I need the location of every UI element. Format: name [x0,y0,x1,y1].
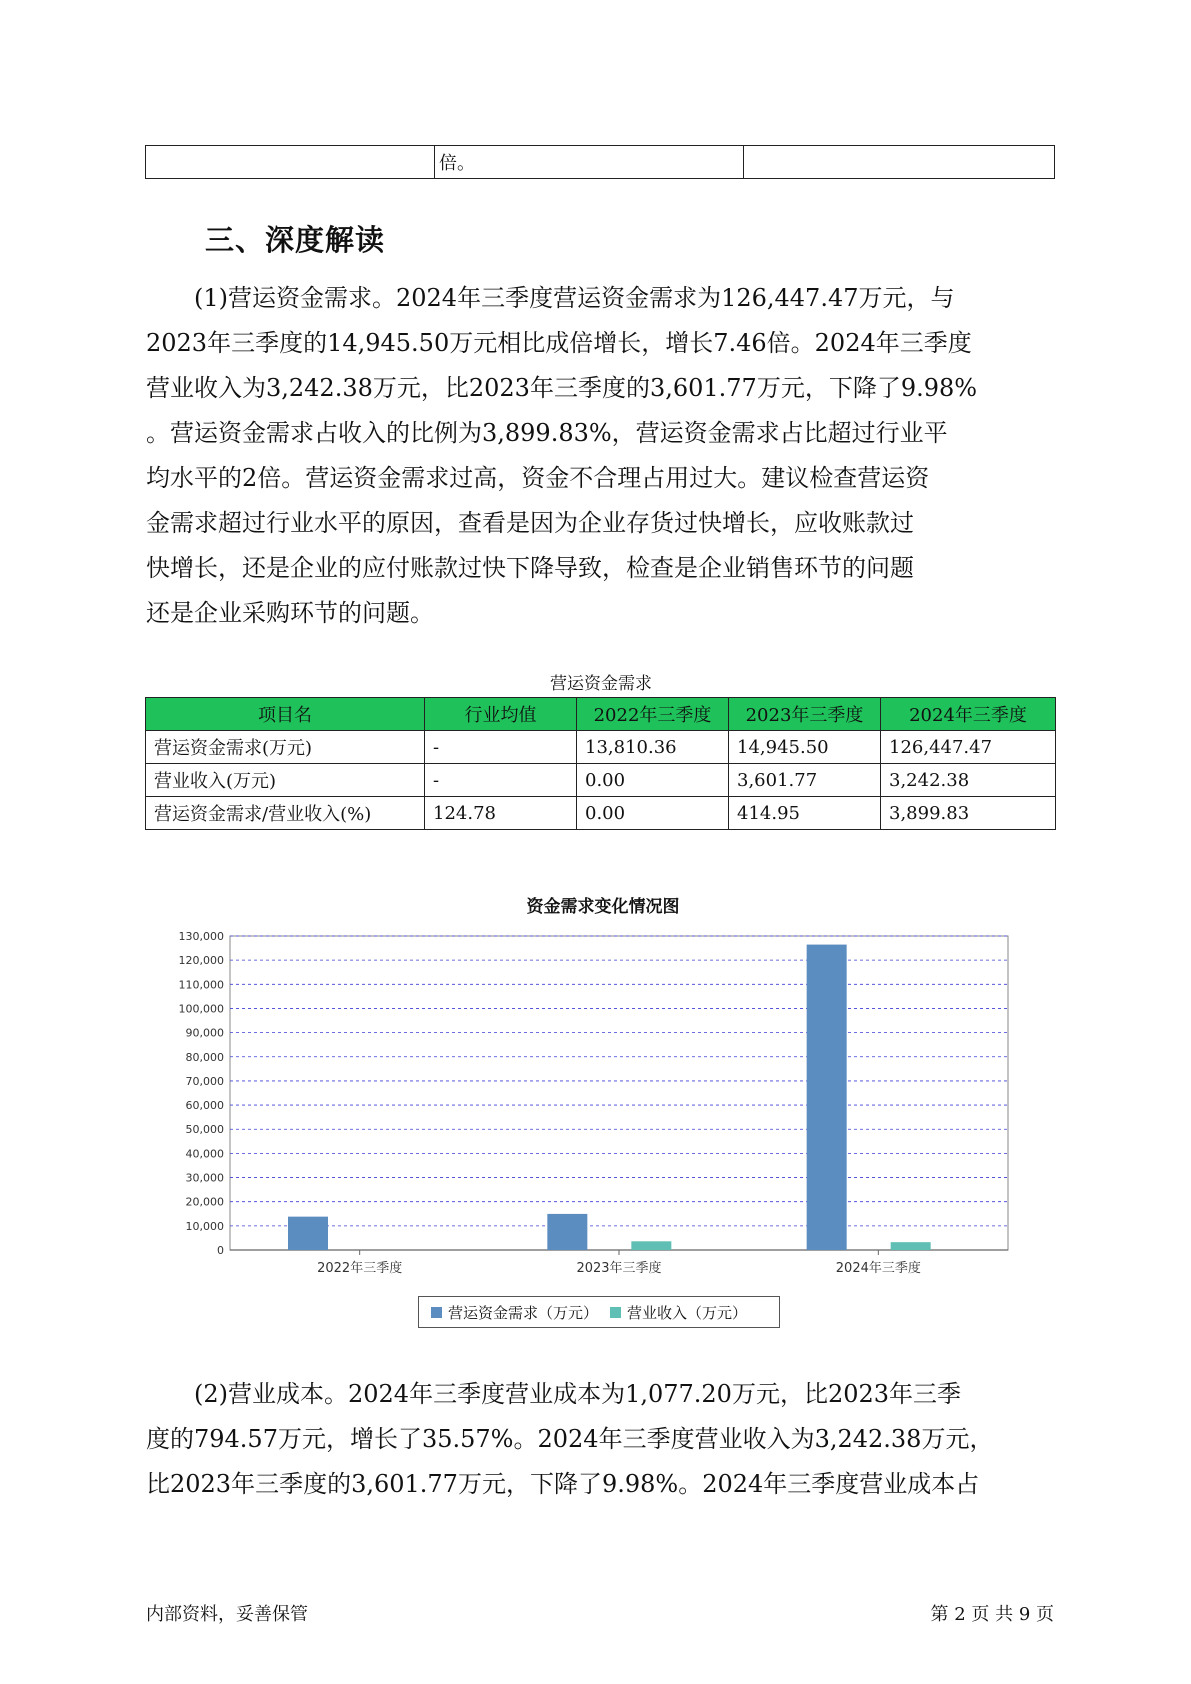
bar-working-capital [288,1217,328,1250]
table-cell: 营运资金需求/营业收入(%) [146,797,425,830]
table-cell: 3,601.77 [729,764,881,797]
table-row [146,731,1056,764]
table-cell: - [425,731,577,764]
top-table-cell: 倍。 [435,146,744,179]
table-cell: 3,242.38 [881,764,1056,797]
top-table-cell [744,146,1055,179]
bar-working-capital [547,1214,587,1250]
table-cell: 营运资金需求(万元) [146,731,425,764]
legend-swatch [431,1307,442,1318]
bar-working-capital [807,945,847,1250]
y-tick-label: 10,000 [185,1219,224,1233]
table-cell: 414.95 [729,797,881,830]
y-tick-label: 80,000 [185,1050,224,1064]
paragraph-line: 2023年三季度的14,945.50万元相比成倍增长，增长7.46倍。2024年三季度 [146,329,972,357]
plot-frame [230,936,1008,1250]
column-header: 2023年三季度 [729,698,881,731]
x-tick-label: 2022年三季度 [317,1261,403,1276]
paragraph-operating-cost [146,1372,1060,1507]
table-cell: 0.00 [577,764,729,797]
table-caption: 营运资金需求 [550,674,652,694]
table-cell: 126,447.47 [881,731,1056,764]
paragraph-line: 还是企业采购环节的问题。 [146,599,434,627]
table-cell: - [425,764,577,797]
table-row [146,797,1056,830]
paragraph-line: 均水平的2倍。营运资金需求过高，资金不合理占用过大。建议检查营运资 [146,464,930,492]
chart-title: 资金需求变化情况图 [526,897,680,917]
x-tick-label: 2024年三季度 [835,1261,921,1276]
top-table-cell [146,146,435,179]
table-cell: 营业收入(万元) [146,764,425,797]
paragraph-line: 。营运资金需求占收入的比例为3,899.83%，营运资金需求占比超过行业平 [146,419,948,447]
x-tick-label: 2023年三季度 [576,1261,662,1276]
table-row [146,764,1056,797]
footer-page-number: 第 2 页 共 9 页 [930,1604,1054,1625]
y-tick-label: 90,000 [185,1026,224,1040]
legend-label: 营运资金需求（万元） [448,1303,599,1322]
y-tick-label: 40,000 [185,1147,224,1161]
column-header: 行业均值 [425,698,577,731]
table-cell: 14,945.50 [729,731,881,764]
y-tick-label: 0 [217,1244,224,1257]
y-tick-label: 130,000 [178,930,224,943]
table-cell: 124.78 [425,797,577,830]
y-tick-label: 70,000 [185,1074,224,1088]
paragraph-working-capital [146,276,1060,636]
table-cell: 3,899.83 [881,797,1056,830]
column-header: 2022年三季度 [577,698,729,731]
paragraph-line: (1)营运资金需求。2024年三季度营运资金需求为126,447.47万元，与 [194,284,955,312]
y-tick-label: 50,000 [185,1123,224,1137]
y-tick-label: 30,000 [185,1171,224,1185]
bar-revenue [891,1242,931,1250]
table-header-row [146,698,1056,731]
working-capital-table [145,697,1056,830]
paragraph-line: 金需求超过行业水平的原因，查看是因为企业存货过快增长，应收账款过 [146,509,914,537]
paragraph-line: 营业收入为3,242.38万元，比2023年三季度的3,601.77万元，下降了9.98% [146,374,978,402]
paragraph-line: (2)营业成本。2024年三季度营业成本为1,077.20万元，比2023年三季 [194,1380,962,1408]
top-partial-table [145,145,1055,179]
section-heading: 三、深度解读 [205,223,386,257]
footer-confidential: 内部资料，妥善保管 [146,1604,308,1625]
legend-item [431,1302,598,1323]
y-tick-label: 110,000 [178,978,224,992]
table-cell: 13,810.36 [577,731,729,764]
legend-swatch [610,1307,621,1318]
chart-legend [418,1296,780,1328]
column-header: 项目名 [146,698,425,731]
legend-item [610,1302,747,1323]
y-tick-label: 120,000 [178,954,224,968]
y-tick-label: 60,000 [185,1099,224,1113]
bar-revenue [631,1241,671,1250]
paragraph-line: 快增长，还是企业的应付账款过快下降导致，检查是企业销售环节的问题 [146,554,914,582]
paragraph-line: 度的794.57万元，增长了35.57%。2024年三季度营业收入为3,242.38万元， [146,1425,994,1453]
y-tick-label: 100,000 [178,1002,224,1016]
y-tick-label: 20,000 [185,1195,224,1209]
table-cell: 0.00 [577,797,729,830]
column-header: 2024年三季度 [881,698,1056,731]
legend-label: 营业收入（万元） [627,1303,748,1322]
bar-chart [150,920,1030,1290]
paragraph-line: 比2023年三季度的3,601.77万元，下降了9.98%。2024年三季度营业成本占 [146,1470,980,1498]
